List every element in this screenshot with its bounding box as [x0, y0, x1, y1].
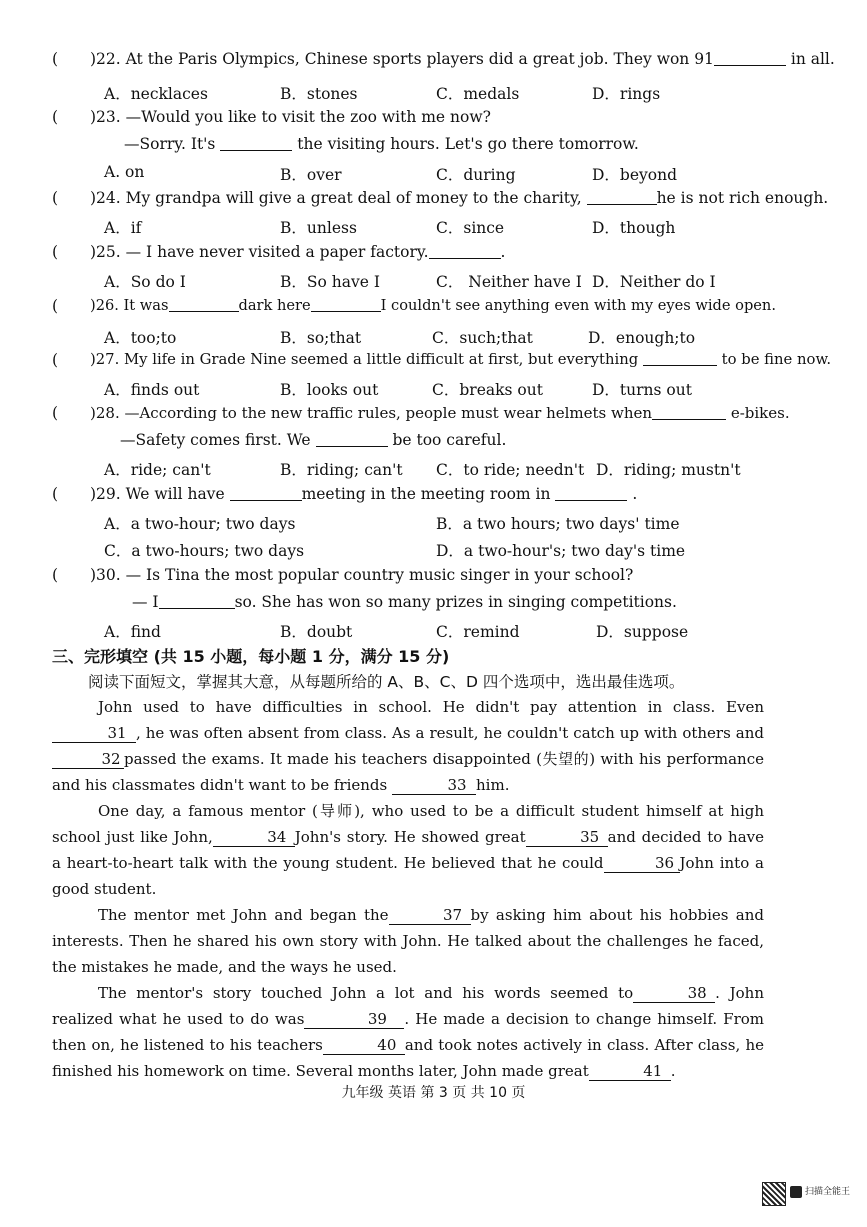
option-d: D．enough;to [588, 329, 696, 347]
option-b: B．over [280, 166, 342, 184]
passage-paragraph: The mentor met John and began the 37 by asking him about his hobbies and interests. Then he shared his own story with John. He talked about the challenges he faced, the mistakes he made, and the ways he used. [52, 906, 764, 976]
cloze-blank: 40 [323, 1036, 405, 1055]
cloze-blank: 39 [304, 1010, 404, 1029]
cloze-blank: 32 [52, 750, 124, 769]
option-b: B．so;that [280, 329, 362, 347]
answer-blank [714, 51, 786, 66]
answer-blank [169, 297, 239, 312]
option-d: D．rings [592, 85, 661, 103]
answer-paren: ( [52, 404, 59, 422]
answer-paren: ( [52, 297, 59, 315]
option-b: B．a two hours; two days' time [436, 515, 680, 533]
page-footer: 九年级 英语 第 3 页 共 10 页 [341, 1085, 526, 1101]
answer-paren: ( [52, 189, 59, 207]
question-text: )22. At the Paris Olympics, Chinese sports players did a great job. They won 91 [90, 50, 714, 68]
option-c: C．during [436, 166, 516, 184]
cloze-passage [52, 694, 764, 1084]
question-text: in all. [790, 50, 835, 68]
answer-paren: ( [52, 566, 59, 584]
passage-paragraph: The mentor's story touched John a lot and his words seemed to 38 . John realized what he used to do was 39 . He made a decision to change himself. From then on, he listened to his teachers 40 and took notes actively in class. After class, he finished his homework on time. Several months later, John made great 41 . [52, 984, 765, 1080]
option-c: C．since [436, 219, 505, 237]
option-d: D．turns out [592, 381, 692, 399]
option-a: A．necklaces [104, 85, 208, 103]
option-a: A．if [104, 219, 142, 237]
option-a: A．finds out [104, 381, 200, 399]
section-instruction: 阅读下面短文，掌握其大意，从每题所给的 A、B、C、D 四个选项中，选出最佳选项。 [88, 673, 685, 691]
scanner-label: 扫描全能王 [805, 1187, 851, 1197]
answer-paren: ( [52, 108, 59, 126]
scanner-logo-icon [790, 1186, 802, 1198]
answer-blank [220, 136, 292, 151]
answer-blank [652, 405, 726, 420]
passage-paragraph: One day, a famous mentor (导师), who used to be a difficult student himself at high school just like John, 34 John's story. He showed great 35 and decided to have a heart-to-heart talk with the young student. He believed that he could 36 John into a good student. [52, 802, 765, 898]
question-text: )23. —Would you like to visit the zoo with me now? [90, 108, 491, 126]
option-c: C．breaks out [432, 381, 543, 399]
option-c: C． Neither have I [436, 273, 582, 291]
option-c: C．a two-hours; two days [104, 542, 305, 560]
exam-page: ( )22. At the Paris Olympics, Chinese sports players did a great job. They won 91 in all. A．necklaces B．stones C．medals D．rings ( )23. —Would you like to visit the zoo with me now? —Sorry. It's the visiting hours. Let's go there tomorrow. A. on B．over C．during D．beyond ( )24. My grandpa will give a great deal of money to the charity, he is not rich enough. A．if B．unless C．since D．though ( )25. — I have never visited a paper factory. . A．So do I B．So have I C． Neither have I D．Neither do I ( )26. It was dark here I couldn't see anything even with my eyes wide open. A．too;to B．so;that C．such;that D．enough;to ( )27. My life in Grade Nine seemed a little difficult at first, but everything to be fine now. A．finds out B．looks out C．breaks out D．turns out ( )28. —According to the new traffic rules, people must wear helmets when e-bikes. —Safety comes first. We be too careful. A．ride; can't B．riding; can't C．to ride; needn't D．riding; mustn't ( )29. We will have meeting in the meeting room in . A．a two-hour; two days B．a two hours; two days' time C．a two-hours; two days D．a two-hour's; two day's time ( )30. — Is Tina the most popular country music singer in your school? — I so. She has won so many prizes in singing competitions. A．find B．doubt C．remind D．suppose 三、完形填空 (共 15 小题，每小题 1 分，满分 15 分) 阅读下面短文，掌握其大意，从每题所给的 A、B、C、D 四个选项中，选出最佳选项。 John used to have difficulties in school. He didn't pay attention in class. Even31 , he was often absent from class. As a result, he couldn't catch up with others and32 passed the exams. It made his teachers disappointed (失望的) with his performance and his classmates didn't want to be friends 33 him. One day, a famous mentor (导师), who used to be a difficult student himself at high school just like John, 34 John's story. He showed great 35 and decided to have a heart-to-heart talk with the young student. He believed that he could 36 John into a good student. The mentor met John and began the 37 by asking him about his hobbies and interests. Then he shared his own story with John. He talked about the challenges he faced, the mistakes he made, and the ways he used. The mentor's story touched John a lot and his words seemed to 38 . John realized what he used to do was 39 . He made a decision to change himself. From then on, he listened to his teachers 40 and took notes actively in class. After class, he finished his homework on time. Several months later, John made great 41 . 九年级 英语 第 3 页 共 10 页 扫描全能王 [0, 0, 867, 1227]
option-b: B．unless [280, 219, 357, 237]
option-a: A．too;to [104, 329, 177, 347]
answer-paren: ( [52, 243, 59, 261]
answer-blank [555, 486, 627, 501]
answer-paren: ( [52, 485, 59, 503]
option-c: C．such;that [432, 329, 533, 347]
option-d: D．riding; mustn't [596, 461, 741, 479]
answer-paren: ( [52, 351, 59, 369]
option-a: A．So do I [104, 273, 186, 291]
answer-blank [230, 486, 302, 501]
option-b: B．So have I [280, 273, 380, 291]
option-b: B．looks out [280, 381, 379, 399]
answer-blank [643, 351, 717, 366]
option-d: D．suppose [596, 623, 689, 641]
cloze-blank: 37 [389, 906, 471, 925]
scanner-stamp [762, 1182, 850, 1208]
option-c: C．to ride; needn't [436, 461, 585, 479]
answer-paren: ( [52, 50, 59, 68]
question-30-reply: — I so. She has won so many prizes in singing competitions. [132, 593, 677, 611]
question-23-reply: —Sorry. It's the visiting hours. Let's go there tomorrow. [124, 135, 639, 153]
section-title: 三、完形填空 (共 15 小题，每小题 1 分，满分 15 分) [52, 647, 450, 666]
answer-blank [429, 244, 501, 259]
qr-code-icon [762, 1182, 786, 1206]
answer-blank [159, 594, 235, 609]
passage-paragraph: John used to have difficulties in school. He didn't pay attention in class. Even31 , he was often absent from class. As a result, he couldn't catch up with others and32 passed the exams. It made his teachers disappointed (失望的) with his performance and his classmates didn't want to be friends 33 him. [52, 698, 764, 794]
option-d: D．a two-hour's; two day's time [436, 542, 686, 560]
option-b: B．riding; can't [280, 461, 403, 479]
option-a: A．find [104, 623, 161, 641]
option-a: A．a two-hour; two days [104, 515, 296, 533]
option-a: A．ride; can't [104, 461, 211, 479]
option-c: C．remind [436, 623, 520, 641]
cloze-blank: 34 [213, 828, 295, 847]
option-b: B．doubt [280, 623, 353, 641]
cloze-blank: 33 [392, 776, 476, 795]
option-a: A. on [104, 163, 145, 181]
cloze-blank: 38 [633, 984, 715, 1003]
option-d: D．beyond [592, 166, 678, 184]
option-d: D．though [592, 219, 676, 237]
option-c: C．medals [436, 85, 520, 103]
answer-blank [311, 297, 381, 312]
answer-blank [316, 432, 388, 447]
question-28-reply: —Safety comes first. We be too careful. [120, 431, 507, 449]
cloze-blank: 36 [604, 854, 680, 873]
option-d: D．Neither do I [592, 273, 716, 291]
cloze-blank: 31 [52, 724, 136, 743]
cloze-blank: 35 [526, 828, 608, 847]
question-text: )30. — Is Tina the most popular country music singer in your school? [90, 566, 634, 584]
answer-blank [587, 190, 657, 205]
cloze-blank: 41 [589, 1062, 671, 1081]
option-b: B．stones [280, 85, 358, 103]
